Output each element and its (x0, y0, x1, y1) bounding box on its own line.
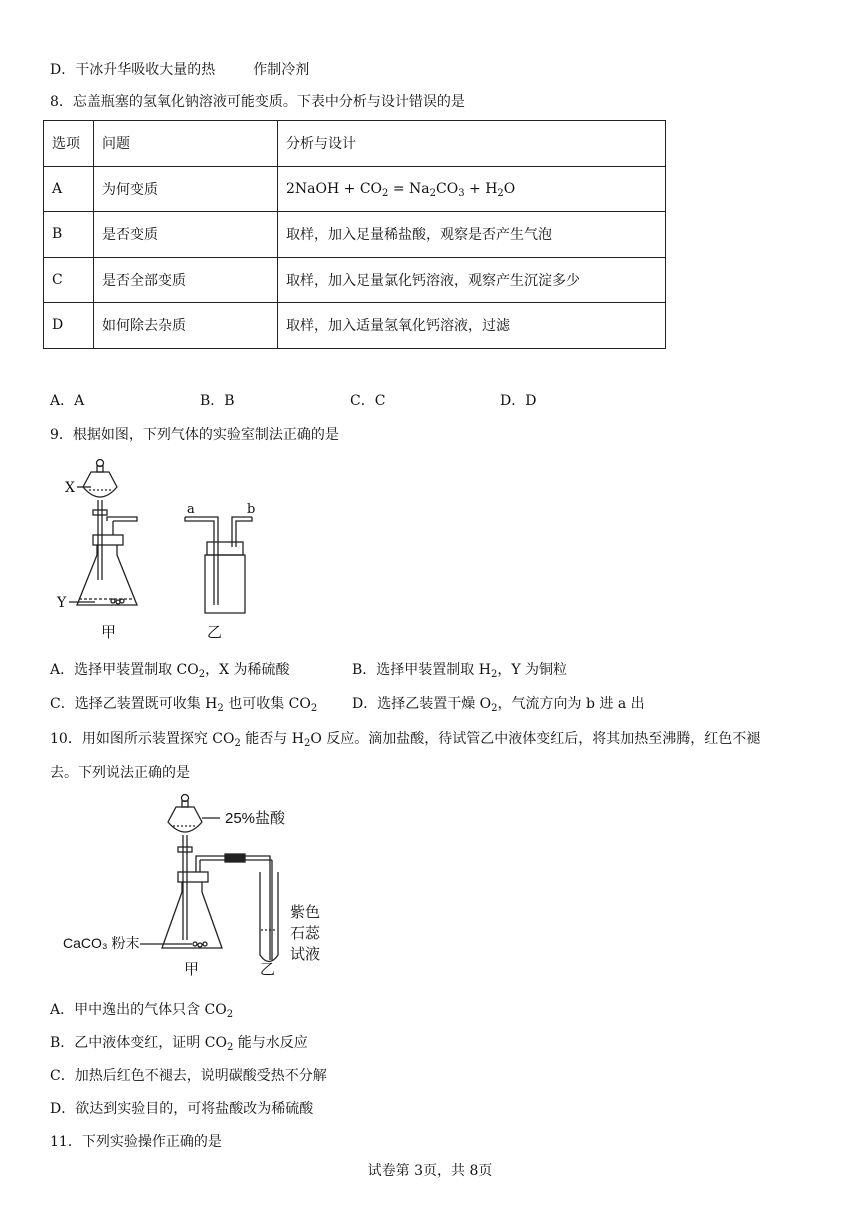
table-cell-analysis: 取样，加入适量氢氧化钙溶液，过滤 (278, 303, 666, 349)
q8-choice-a[interactable]: A．A (50, 393, 85, 409)
q9-apparatus-figure (55, 455, 285, 645)
label-powder: CaCO₃ 粉末 (63, 935, 140, 951)
q10-stem-line2: 去。下列说法正确的是 (50, 765, 190, 781)
label-litmus-1: 紫色 (290, 904, 321, 921)
q10-option-c[interactable]: C．加热后红色不褪去，说明碳酸受热不分解 (50, 1068, 327, 1084)
table-header: 分析与设计 (278, 121, 666, 167)
table-header: 选项 (44, 121, 94, 167)
table-header-row (44, 121, 666, 167)
table-cell-equation: 2NaOH + $CO_2 = Na_2CO_3 + H_2O$ (278, 166, 666, 212)
q9-option-d[interactable]: D．选择乙装置干燥 $O_2$，气流方向为 b 进 a 出 (352, 696, 645, 714)
label-yi: 乙 (260, 960, 276, 978)
q10-option-b[interactable]: B．乙中液体变红，证明 $CO_2$ 能与水反应 (50, 1035, 308, 1053)
label-x: X (65, 480, 75, 496)
q9-option-b[interactable]: B．选择甲装置制取 $H_2$，Y 为铜粒 (352, 662, 568, 680)
label-acid: 25%盐酸 (225, 810, 286, 827)
q9-option-c[interactable]: C．选择乙装置既可收集 $H_2$ 也可收集 $CO_2$ (50, 696, 318, 714)
table-cell-question: 是否全部变质 (94, 257, 278, 303)
q10-option-a[interactable]: A．甲中逸出的气体只含 $CO_2$ (50, 1002, 234, 1020)
page-footer: 试卷第 3页，共 8页 (367, 1163, 493, 1179)
q10-apparatus-figure (60, 790, 360, 980)
q9-option-a[interactable]: A．选择甲装置制取 $CO_2$，X 为稀硫酸 (50, 662, 290, 680)
table-cell-option: D (44, 303, 94, 349)
q11-stem: 11．下列实验操作正确的是 (50, 1134, 222, 1150)
table-cell-question: 为何变质 (94, 166, 278, 212)
table-row (44, 303, 666, 349)
q7-option-d-usage: 作制冷剂 (253, 62, 310, 78)
table-header: 问题 (94, 121, 278, 167)
label-a: a (187, 502, 195, 517)
table-cell-analysis: 取样，加入足量氯化钙溶液，观察产生沉淀多少 (278, 257, 666, 303)
label-yi: 乙 (207, 623, 223, 641)
table-cell-option: A (44, 166, 94, 212)
q8-choice-b[interactable]: B．B (200, 393, 235, 409)
table-cell-option: B (44, 212, 94, 258)
q8-choice-c[interactable]: C．C (350, 393, 386, 409)
label-litmus-3: 试液 (290, 946, 321, 963)
q7-option-d-label: D．干冰升华吸收大量的热 (50, 62, 216, 78)
q8-stem: 8．忘盖瓶塞的氢氧化钠溶液可能变质。下表中分析与设计错误的是 (50, 94, 465, 110)
table-row (44, 166, 666, 212)
table-cell-analysis: 取样，加入足量稀盐酸，观察是否产生气泡 (278, 212, 666, 258)
label-jia: 甲 (184, 960, 200, 978)
q8-choice-d[interactable]: D．D (500, 393, 537, 409)
label-y: Y (57, 595, 67, 611)
table-row (44, 257, 666, 303)
q10-option-d[interactable]: D．欲达到实验目的，可将盐酸改为稀硫酸 (50, 1101, 314, 1117)
label-jia: 甲 (101, 623, 117, 641)
q10-stem-line1: 10．用如图所示装置探究 $CO_2$ 能否与 $H_2O$ 反应。滴加盐酸，待试管乙中液体变红后，将其加热至沸腾，红色不褪 (50, 731, 761, 749)
q8-table (43, 120, 666, 349)
table-cell-option: C (44, 257, 94, 303)
label-litmus-2: 石蕊 (290, 925, 321, 942)
table-cell-question: 是否变质 (94, 212, 278, 258)
q7-option-d (50, 60, 309, 80)
q9-stem: 9．根据如图，下列气体的实验室制法正确的是 (50, 427, 339, 443)
table-row (44, 212, 666, 258)
table-cell-question: 如何除去杂质 (94, 303, 278, 349)
label-b: b (247, 502, 256, 517)
q8-choices (50, 390, 750, 410)
